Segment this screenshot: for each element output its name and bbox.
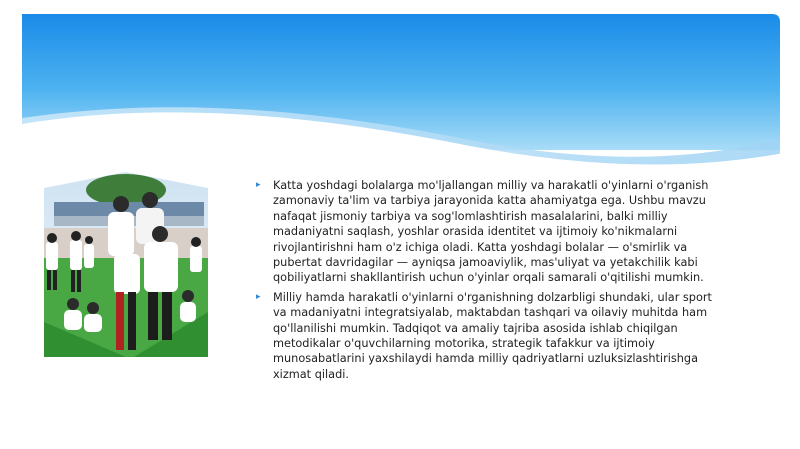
bullet-item-1 (256, 178, 726, 286)
bullet-item-2 (256, 290, 726, 382)
bullet-list (256, 178, 726, 386)
sky-wave-banner (0, 0, 800, 200)
bullet-marker-icon: ▸ (256, 180, 261, 190)
bullet-text: Milliy hamda harakatli o'yinlarni o'rganishning dolzarbligi shundaki, ular sport va madaniyatni integratsiyalab, maktabdan tashqari va oilaviy muhitda ham qo'llanilishi mumkin. Tadqiqot va amaliy tajriba asosida ishlab chiqilgan metodikalar o'quvchilarning motorika, strategik tafakkur va ijtimoiy munosabatlarini yaxshilaydi hamda milliy qadriyatlarni uzluksizlashtirishga xizmat qiladi. (273, 290, 712, 381)
bullet-marker-icon: ▸ (256, 291, 261, 302)
children-playing-photo (44, 172, 208, 357)
bullet-text: Katta yoshdagi bolalarga mo'ljallangan milliy va harakatli o'yinlarni o'rganish zamonaviy ta'lim va tarbiya jarayonida katta ahamiyatga ega. Ushbu mavzu nafaqat jismoniy tarbiya va sog'lomlashtirish masalalarini, balki milliy madaniyatni saqlash, yoshlar orasida identitet va ijtimoiy ko'nikmalarni rivojlantirishni ham o'z ichiga oladi. Katta yoshdagi bolalar — o'smirlik va pubertat davridagilar — ayniqsa jamoaviylik, mas'uliyat va yetakchilik kabi qobiliyatlarni shakllantirish uchun o'yinlar orqali samarali o'qitilishi mumkin. (273, 179, 709, 285)
